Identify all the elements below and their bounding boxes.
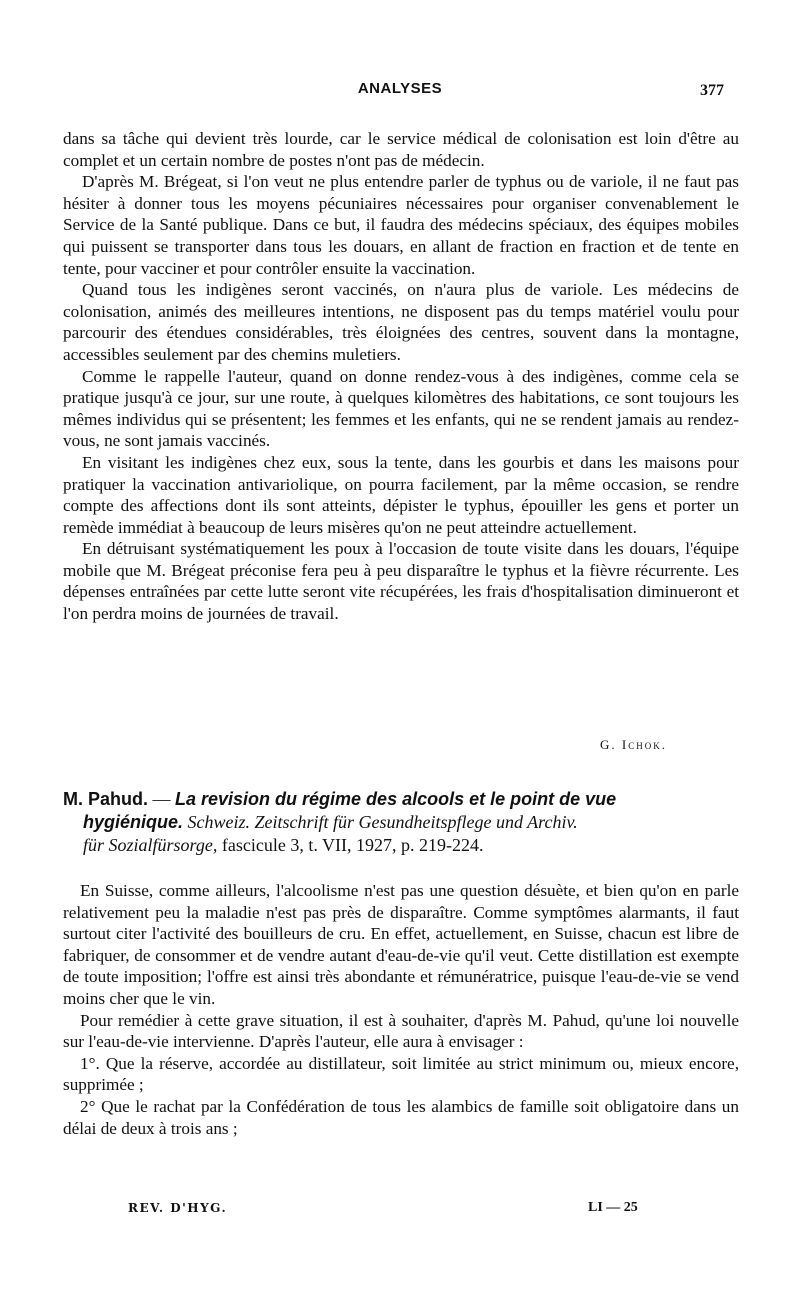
citation: fascicule 3, t. VII, 1927, p. 219-224.	[221, 835, 484, 855]
paragraph: Quand tous les indigènes seront vaccinés, on n'aura plus de variole. Les médecins de colonisation, animés des meilleures intentions, ne disposent pas du temps matériel voulu pour parcourir des étendues considérables, très éloignées des centres, souvent dans la montagne, accessibles seulement par des chemins muletiers.	[63, 280, 739, 364]
reviewer-signature: G. Ichok.	[600, 737, 667, 752]
list-item: 1°. Que la réserve, accordée au distillateur, soit limitée au strict minimum ou, mieux encore, supprimée ;	[63, 1053, 739, 1095]
article-2-heading	[63, 788, 753, 857]
article-title-cont: hygiénique.	[83, 812, 184, 832]
article-title: La revision du régime des alcools et le point de vue	[175, 789, 617, 809]
journal-name: Schweiz. Zeitschrift für Gesundheitspflege und Archiv.	[187, 812, 578, 832]
article-2-body	[63, 880, 739, 1139]
running-title: ANALYSES	[357, 80, 443, 97]
paragraph: Pour remédier à cette grave situation, il est à souhaiter, d'après M. Pahud, qu'une loi nouvelle sur l'eau-de-vie intervienne. D'après l'auteur, elle aura à envisager :	[63, 1010, 739, 1052]
list-item: 2° Que le rachat par la Confédération de tous les alambics de famille soit obligatoire dans un délai de deux à trois ans ;	[63, 1096, 739, 1138]
paragraph: Comme le rappelle l'auteur, quand on donne rendez-vous à des indigènes, comme cela se pratique jusqu'à ce jour, sur une route, à quelques kilomètres des habitations, ce sont toujours les mêmes individus qui se présentent; les femmes et les enfants, qui ne se rendent jamais au rendez-vous, ne sont jamais vaccinés.	[63, 366, 739, 451]
paragraph: dans sa tâche qui devient très lourde, car le service médical de colonisation est loin d'être au complet et un certain nombre de postes n'ont pas de médecin.	[63, 129, 739, 170]
paragraph: En détruisant systématiquement les poux à l'occasion de toute visite dans les douars, l'équipe mobile que M. Brégeat préconise fera peu à peu disparaître le typhus et la fièvre récurrente. Les dépenses entraînées par cette lutte seront vite récupérées, les frais d'hospitalisation diminueront et l'on perdra moins de journées de travail.	[63, 539, 739, 624]
journal-name-cont: für Sozialfürsorge,	[83, 835, 218, 855]
paragraph: D'après M. Brégeat, si l'on veut ne plus entendre parler de typhus ou de variole, il ne faut pas hésiter à donner tous les moyens pécuniaires nécessaires pour organiser convenablement le Service de la Santé publique. Dans ce but, il faudra des médecins spéciaux, des équipes mobiles qui puissent se transporter dans tous les douars, en allant de fraction en fraction et de tente en tente, pour vacciner et pour contrôler ensuite la vaccination.	[63, 172, 739, 278]
author-name: M. Pahud.	[63, 789, 148, 809]
paragraph: En Suisse, comme ailleurs, l'alcoolisme n'est pas une question désuète, et bien qu'on en parle relativement peu la maladie n'est pas près de disparaître. Comme symptômes alarmants, il faut surtout citer l'activité des bouilleurs de cru. En effet, actuellement, en Suisse, chacun est libre de fabriquer, de consommer et de vendre autant d'eau-de-vie qu'il veut. Cette distillation est exempte de toute imposition; l'offre est ainsi très abondante et rémunératrice, puisque l'eau-de-vie se vend moins cher que le vin.	[63, 881, 739, 1008]
heading-dash: —	[152, 789, 171, 809]
journal-signature-mark: REV. D'HYG.	[128, 1201, 228, 1215]
volume-sheet-mark: LI — 25	[588, 1200, 638, 1215]
paragraph: En visitant les indigènes chez eux, sous la tente, dans les gourbis et dans les maisons pour pratiquer la vaccination antivariolique, on pourra facilement, par la même occasion, se rendre compte des affections dont ils sont atteints, dépister le typhus, épouiller les gens et porter un remède immédiat à beaucoup de leurs misères qu'on ne peut atteindre actuellement.	[63, 452, 739, 537]
page-number: 377	[700, 82, 724, 99]
article-1-body	[63, 128, 739, 625]
